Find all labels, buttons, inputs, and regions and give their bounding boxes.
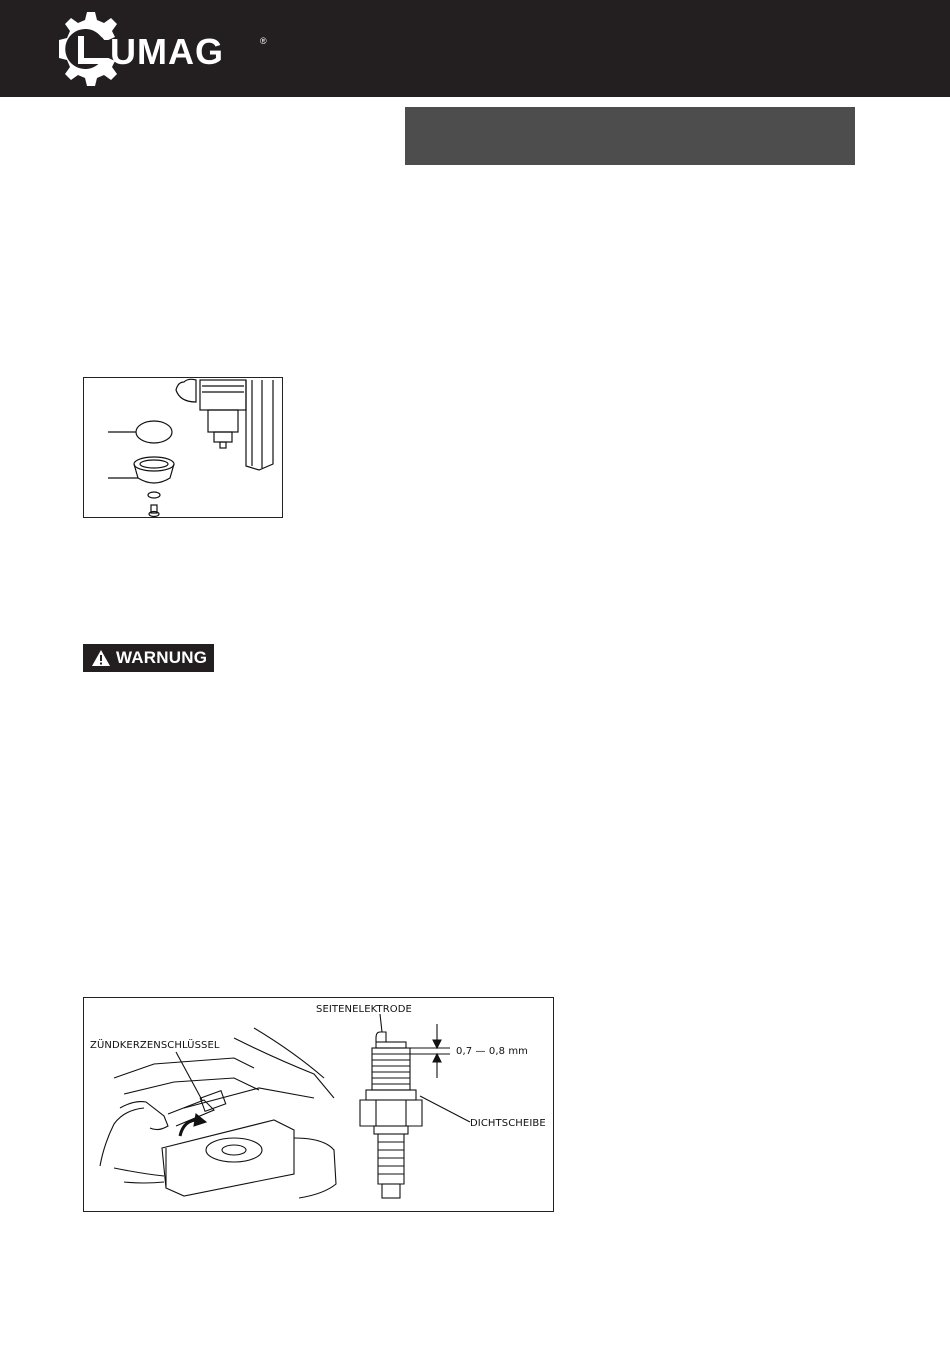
side-electrode-label: SEITENELEKTRODE — [316, 1004, 412, 1015]
spark-plug-figure — [83, 997, 554, 1212]
fuel-cup-figure — [83, 377, 283, 518]
header-bar — [0, 0, 950, 97]
fuel-cup-illustration — [84, 378, 282, 517]
warning-triangle-icon — [91, 649, 111, 667]
section-heading-bar — [405, 107, 855, 165]
warning-badge — [83, 644, 214, 672]
registered-mark: ® — [260, 36, 267, 46]
wrench-label: ZÜNDKERZENSCHLÜSSEL — [90, 1040, 220, 1051]
gap-label: 0,7 — 0,8 mm — [456, 1046, 529, 1057]
lumag-logo — [44, 6, 284, 92]
brand-wordmark: UMAG — [110, 31, 224, 72]
warning-label: WARNUNG — [116, 648, 208, 667]
washer-label: DICHTSCHEIBE — [470, 1118, 546, 1129]
spark-plug-illustration — [84, 998, 553, 1211]
